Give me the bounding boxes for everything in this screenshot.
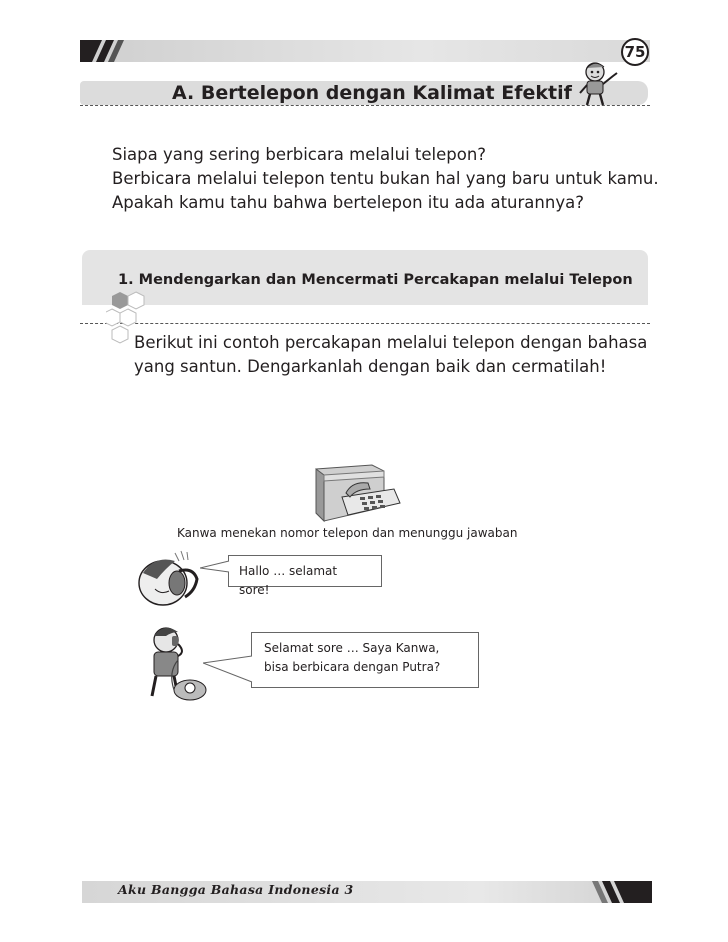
book-title: Aku Bangga Bahasa Indonesia 3 [118,882,354,897]
boy-on-phone-icon [138,622,208,708]
intro-line: Apakah kamu tahu bahwa bertelepon itu ada aturannya? [112,193,584,212]
speech-bubble [251,632,479,688]
character-on-phone-icon [135,549,205,607]
instruction-paragraph [134,331,647,379]
dialog-caption: Kanwa menekan nomor telepon dan menunggu jawaban [177,526,518,540]
footer-stripes-decoration [588,879,652,905]
page-number: 75 [621,38,649,66]
telephone-icon [312,463,402,525]
speech-bubble-tail [203,655,253,685]
divider [80,105,650,106]
page-title: A. Bertelepon dengan Kalimat Efektif [172,82,572,104]
instruction-line: yang santun. Dengarkanlah dengan baik dan cermatilah! [134,357,607,376]
speech-text: Hallo … selamat sore! [239,564,338,597]
mascot-icon [575,60,625,106]
speech-bubble [228,555,382,597]
speech-line: Selamat sore … Saya Kanwa, [264,641,440,655]
speech-line: bisa berbicara dengan Putra? [264,660,441,674]
intro-line: Siapa yang sering berbicara melalui telepon? [112,145,487,164]
header-stripes-decoration [80,38,140,64]
speech-bubble-tail [200,560,232,574]
header-band [80,40,650,62]
intro-line: Berbicara melalui telepon tentu bukan hal yang baru untuk kamu. [112,169,659,188]
instruction-line: Berikut ini contoh percakapan melalui telepon dengan bahasa [134,333,648,352]
section-heading: 1. Mendengarkan dan Mencermati Percakapan melalui Telepon [118,272,633,288]
intro-paragraph [112,143,659,215]
divider [80,323,650,324]
